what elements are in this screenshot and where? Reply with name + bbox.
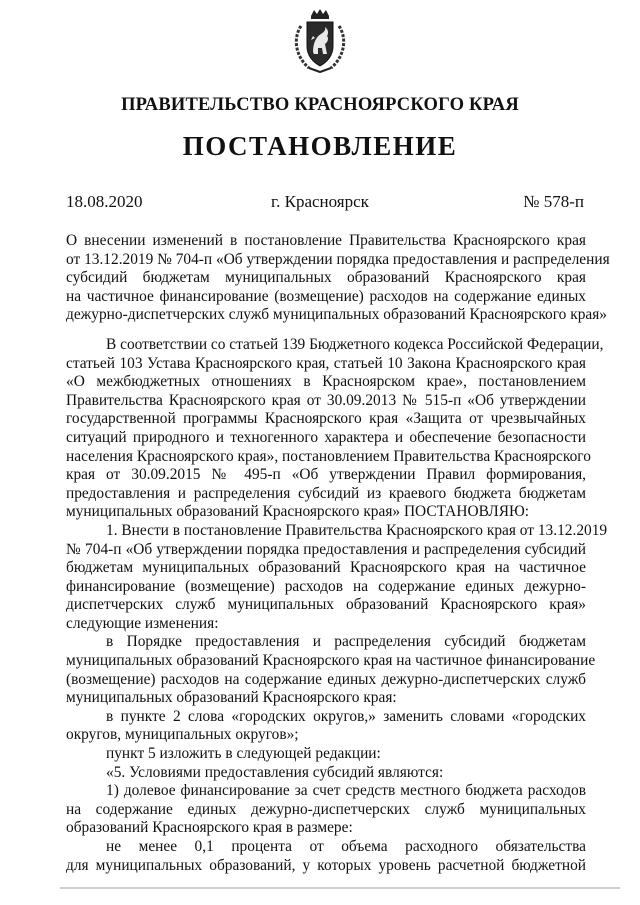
document-city: г. Красноярск <box>271 192 369 211</box>
body-line: бюджетам муниципальных образований Красноярского края на частичное <box>66 559 586 577</box>
government-name: ПРАВИТЕЛЬСТВО КРАСНОЯРСКОГО КРАЯ <box>121 95 519 115</box>
document-date: 18.08.2020 <box>66 192 143 211</box>
body-line: статьей 103 Устава Красноярского края, статьей 10 Закона Красноярского края <box>66 354 586 372</box>
body-line: ситуаций природного и техногенного характера и обеспечение безопасности <box>66 428 586 446</box>
body-line: муниципальных образований Красноярского края: <box>66 689 397 707</box>
title-line: О внесении изменений в постановление Правительства Красноярского края <box>66 232 586 249</box>
document-type-title: ПОСТАНОВЛЕНИЕ <box>182 131 458 161</box>
body-line: государственной программы Красноярского края «Защита от чрезвычайных <box>66 410 586 428</box>
coat-of-arms-emblem <box>291 8 349 74</box>
title-line: от 13.12.2019 № 704-п «Об утверждении порядка предоставления и распределения <box>66 250 610 268</box>
body-line: в пункте 2 слова «городских округов,» заменить словами «городских <box>106 707 586 725</box>
body-line: муниципальных образований Красноярского края на частичное финансирование <box>66 652 596 670</box>
body-line: следующие изменения: <box>66 614 219 632</box>
body-line: в Порядке предоставления и распределения субсидий бюджетам <box>106 633 586 651</box>
body-line: предоставления и распределения субсидий из краевого бюджета бюджетам <box>66 484 586 502</box>
body-line: 1. Внести в постановление Правительства Красноярского края от 13.12.2019 <box>106 521 608 539</box>
body-line: края от 30.09.2015 № 495-п «Об утверждении Правил формирования, <box>66 466 586 484</box>
body-line: на содержание единых дежурно-диспетчерских служб муниципальных <box>66 800 586 818</box>
body-line: пункт 5 изложить в следующей редакции: <box>106 745 381 763</box>
scan-artifact-line <box>60 887 620 889</box>
body-line: «5. Условиями предоставления субсидий являются: <box>106 763 444 781</box>
title-line: дежурно-диспетчерских служб муниципальных образований Красноярского края» <box>66 306 608 324</box>
body-line: финансирование (возмещение) расходов на содержание единых дежурно- <box>66 577 586 595</box>
body-line: для муниципальных образований, у которых уровень расчетной бюджетной <box>66 856 586 874</box>
body-line: Правительства Красноярского края от 30.09.2013 № 515-п «Об утверждении <box>66 391 586 409</box>
body-line: (возмещение) расходов на содержание единых дежурно-диспетчерских служб <box>66 670 586 688</box>
body-line: 1) долевое финансирование за счет средств местного бюджета расходов <box>106 782 586 800</box>
body-line: муниципальных образований Красноярского края» ПОСТАНОВЛЯЮ: <box>66 503 530 521</box>
title-line: субсидий бюджетам муниципальных образований Красноярского края <box>66 269 586 287</box>
body-line: диспетчерских служб муниципальных образований Красноярского края» <box>66 596 586 614</box>
body-line: не менее 0,1 процента от объема расходного обязательства <box>106 838 586 855</box>
paragraph-gap <box>66 325 586 336</box>
body-line: округов, муниципальных округов»; <box>66 726 299 744</box>
body-line: образований Красноярского края в размере: <box>66 819 353 837</box>
body-line: «О межбюджетных отношениях в Красноярском крае», постановлением <box>66 373 586 391</box>
document-text <box>66 232 610 875</box>
body-line: № 704-п «Об утверждении порядка предоставления и распределения субсидий <box>66 540 586 558</box>
body-line: населения Красноярского края», постановлением Правительства Красноярского <box>66 447 591 465</box>
title-line: на частичное финансирование (возмещение) расходов на содержание единых <box>66 287 586 305</box>
body-line: В соответствии со статьей 139 Бюджетного кодекса Российской Федерации, <box>106 335 604 353</box>
document-number: № 578-п <box>523 192 584 211</box>
